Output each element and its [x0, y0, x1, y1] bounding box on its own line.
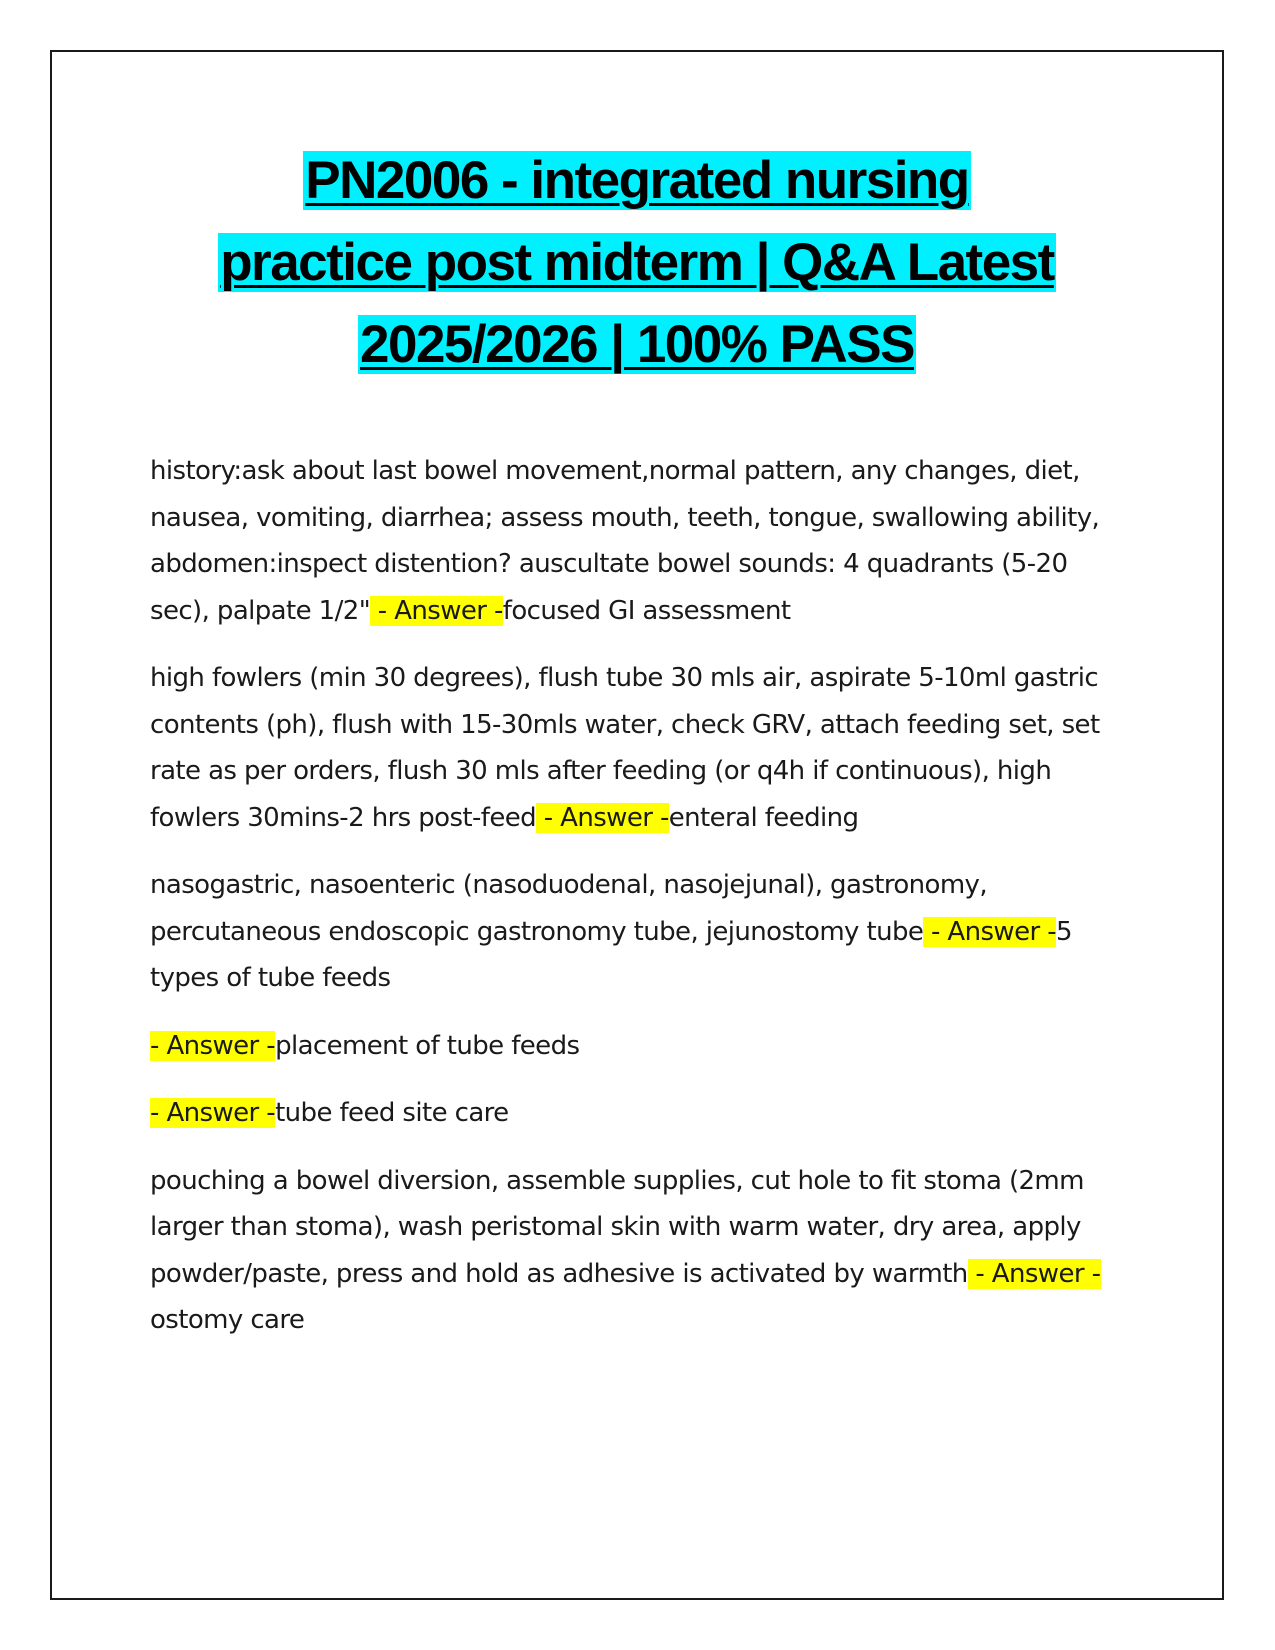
qa-item [150, 448, 1120, 634]
qa-list [150, 448, 1120, 1365]
qa-item [150, 1158, 1120, 1344]
qa-item [150, 1090, 1120, 1137]
qa-answer: placement of tube feeds [275, 1030, 580, 1061]
title-line-3: 2025/2026 | 100% PASS [360, 315, 914, 374]
qa-question: history:ask about last bowel movement,normal pattern, any changes, diet, nausea, vomiting, diarrhea; assess mouth, teeth, tongue, swallowing ability, abdomen:inspect distention? auscultate bowel sounds: 4 quadrants (5-20 sec), palpate 1/2" [150, 456, 1100, 626]
title-line-2: practice post midterm | Q&A Latest [220, 233, 1054, 292]
qa-answer: tube feed site care [275, 1098, 509, 1128]
title-line-1: PN2006 - integrated nursing [305, 151, 969, 210]
answer-marker: - Answer - [923, 916, 1057, 947]
qa-answer: 5 types of tube feeds [150, 916, 1072, 993]
qa-item [150, 655, 1120, 841]
answer-marker: - Answer - [536, 802, 669, 833]
qa-answer: enteral feeding [668, 802, 859, 833]
qa-item [150, 862, 1120, 1002]
qa-question: high fowlers (min 30 degrees), flush tube 30 mls air, aspirate 5-10ml gastric contents (ph), flush with 15-30mls water, check GRV, attach feeding set, set rate as per orders, flush 30 mls after feeding (or q4h if continuous), high fowlers 30mins-2 hrs post-feed [150, 663, 1100, 833]
document-title [52, 140, 1222, 386]
qa-answer: ostomy care [150, 1305, 305, 1335]
qa-item [150, 1023, 1120, 1070]
qa-question: nasogastric, nasoenteric (nasoduodenal, nasojejunal), gastronomy, percutaneous endoscopic gastronomy tube, jejunostomy tube [150, 870, 988, 947]
answer-marker: - Answer - [150, 1098, 276, 1128]
answer-marker: - Answer - [370, 595, 503, 626]
answer-marker: - Answer - [150, 1030, 276, 1061]
qa-answer: focused GI assessment [502, 595, 791, 626]
qa-question: pouching a bowel diversion, assemble supplies, cut hole to fit stoma (2mm larger than stoma), wash peristomal skin with warm water, dry area, apply powder/paste, press and hold as adhesive is activated by warmth [150, 1165, 1084, 1289]
answer-marker: - Answer - [967, 1258, 1101, 1289]
